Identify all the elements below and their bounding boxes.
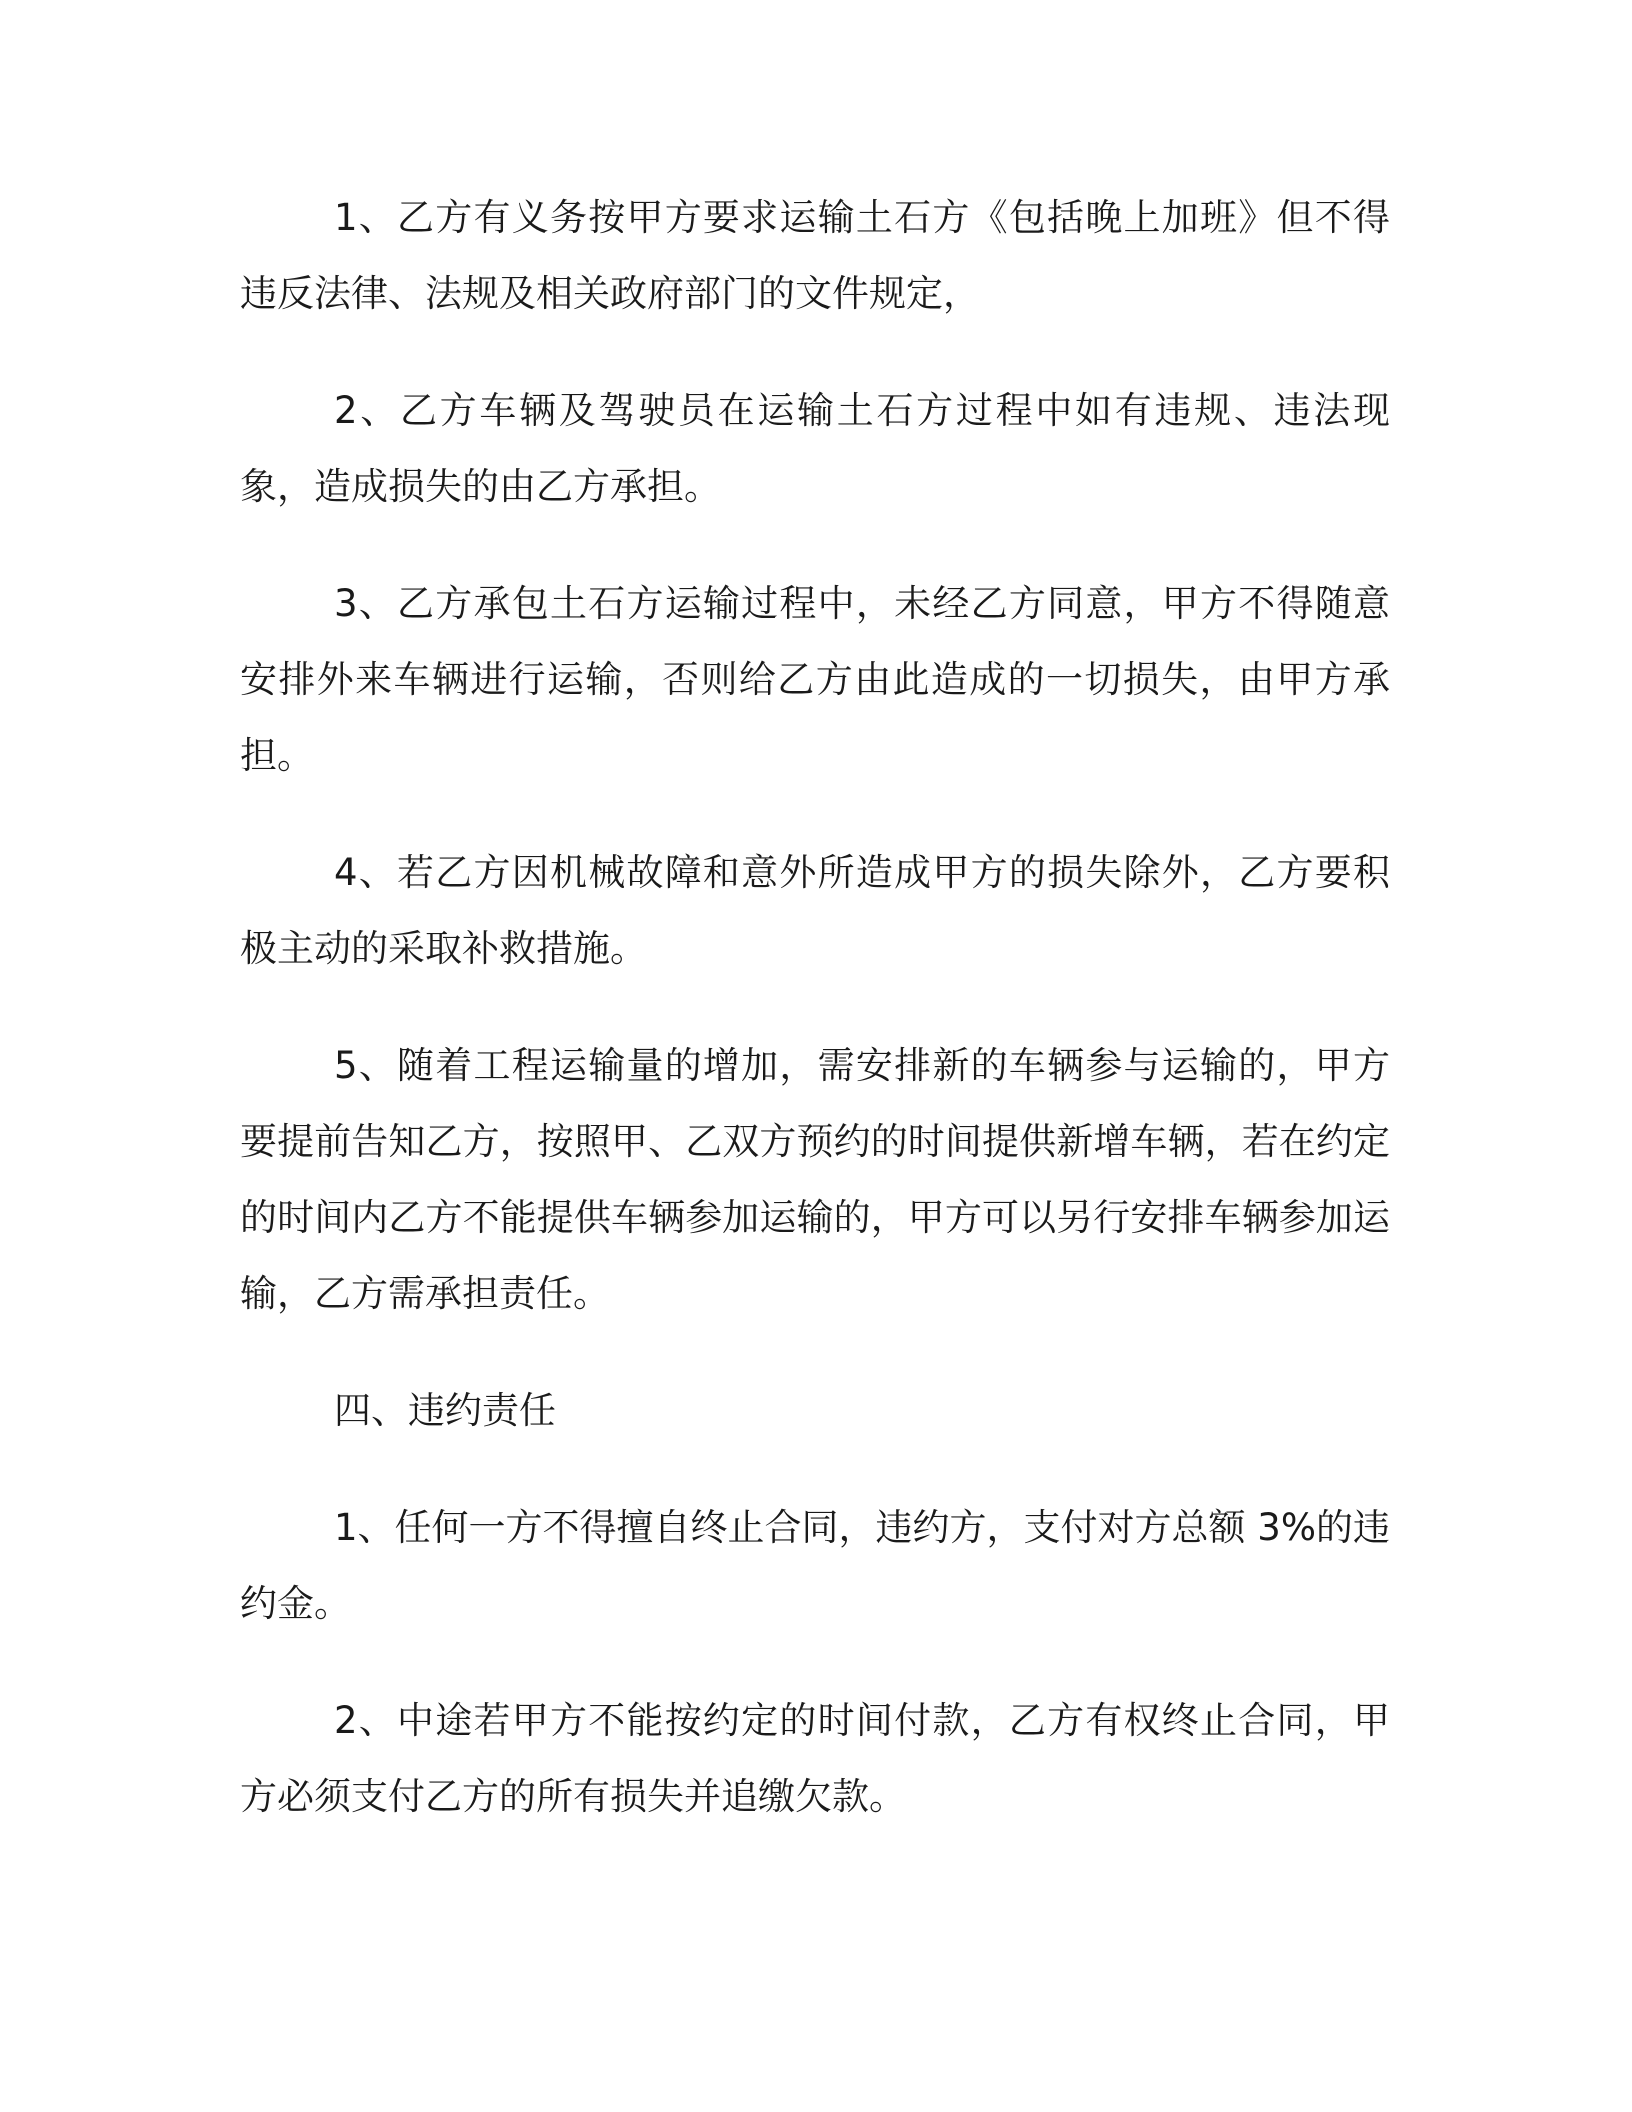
liability-clause-1: 1、任何一方不得擅自终止合同，违约方，支付对方总额 3%的违约金。: [240, 1506, 1390, 1625]
clause-5: 5、随着工程运输量的增加，需安排新的车辆参与运输的，甲方要提前告知乙方，按照甲、乙双方预约的时间提供新增车辆，若在约定的时间内乙方不能提供车辆参加运输的，甲方可以另行安排车辆参加运输，乙方需承担责任。: [240, 1044, 1390, 1315]
clause-3: 3、乙方承包土石方运输过程中，未经乙方同意，甲方不得随意安排外来车辆进行运输，否则给乙方由此造成的一切损失，由甲方承担。: [240, 582, 1390, 777]
document-body: [240, 180, 1390, 1876]
clause-4: 4、若乙方因机械故障和意外所造成甲方的损失除外，乙方要积极主动的采取补救措施。: [240, 851, 1390, 970]
clause-1: 1、乙方有义务按甲方要求运输土石方《包括晚上加班》但不得违反法律、法规及相关政府部门的文件规定，: [240, 196, 1390, 315]
section-heading: 四、违约责任: [334, 1389, 556, 1432]
clause-2: 2、乙方车辆及驾驶员在运输土石方过程中如有违规、违法现象，造成损失的由乙方承担。: [240, 389, 1390, 508]
liability-clause-2: 2、中途若甲方不能按约定的时间付款，乙方有权终止合同，甲方必须支付乙方的所有损失并追缴欠款。: [240, 1699, 1390, 1818]
